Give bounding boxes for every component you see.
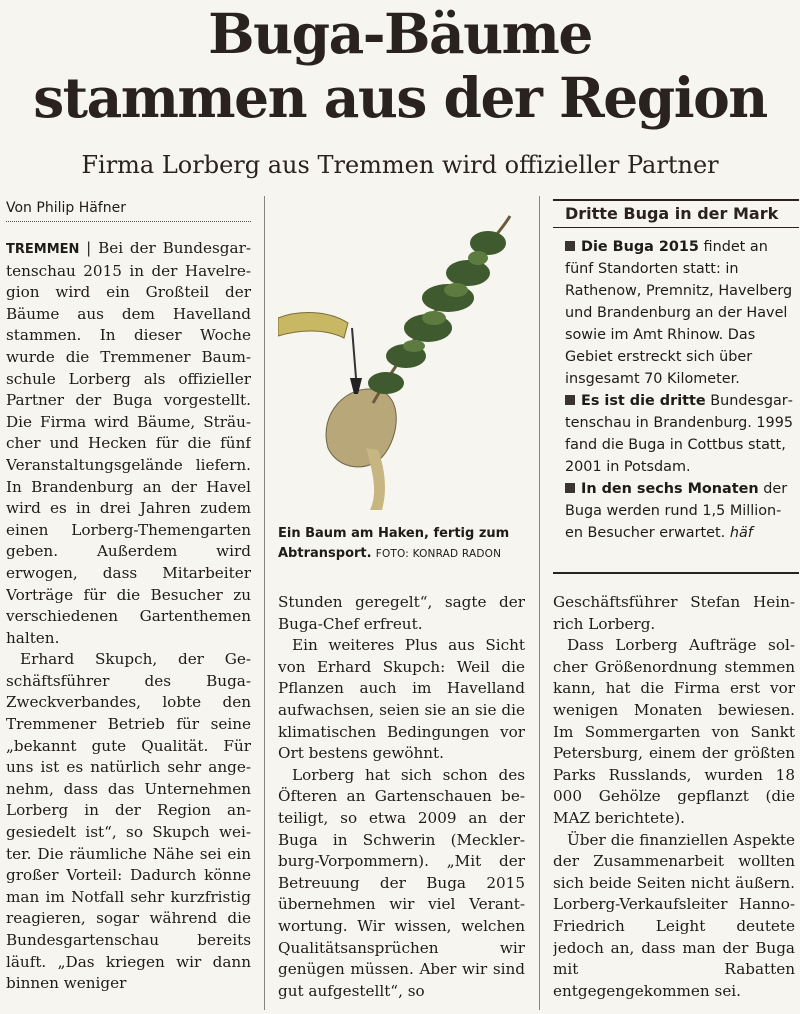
column-divider-2 [539,196,540,1010]
article-paragraph-7: Dass Lorberg Aufträge solcher Größenordnung stemmen kann, hat die Firma erst vor wenigen Monaten bewiesen. Im Sommergarten von Sankt Petersburg, einem der größten Parks Russlands, wurden 18 000 Gehölze gepflanzt (die MAZ berichtete). [553,636,795,827]
infobox-item-2-text: Bundesgartenschau in Brandenburg. 1995 fand die Buga in Cottbus statt, 2001 in Potsdam. [565,393,794,475]
article-paragraph-4: Ein weiteres Plus aus Sicht von Erhard Skupch: Weil die Pflanzen auch im Havelland aufwachsen, seien sie an sie die klimatischen Bedingungen vor Ort bestens gewöhnt. [278,636,525,763]
article-paragraph-8: Über die finanziellen Aspekte der Zusammenarbeit wollten sich beide Seiten nicht äußern. Lorberg-Verkaufsleiter Hanno-Friedrich Leight deutete jedoch an, dass man der Buga mit Rabatten entgegengekommen sei. [553,830,795,1000]
infobox-item-1 [565,236,793,390]
article-column-1 [6,238,251,1010]
article-column-3 [553,592,795,1010]
photo-caption: Ein Baum am Haken, fertig zum Abtransport. [278,526,510,561]
headline-line-2: stammen aus der Region [33,65,767,130]
article-photo [278,198,525,520]
article-paragraph-3: Stunden geregelt“, sagte der Buga-Chef erfreut. [278,593,525,633]
article-paragraph-1: TREMMEN | Bei der Bundesgartenschau 2015 in der Havelregion wird ein Großteil der Bäume aus dem Havelland stammen. In dieser Woche wurde die Tremmener Baumschule Lorberg als offizieller Partner der Buga vorgestellt. Die Firma wird Bäume, Sträucher und Hecken für die fünf Veranstaltungsgelände liefern. In Brandenburg an der Havel wird es in drei Jahren zudem einen Lorberg-Themengarten geben. Außerdem wird erwogen, dass Mitarbeiter Vorträge für die Besucher zu verschiedenen Gartenthemen halten. [6,239,251,647]
photo-credit: FOTO: KONRAD RADON [375,548,502,560]
column-divider-1 [264,196,265,1010]
headline [0,2,800,130]
subheadline: Firma Lorberg aus Tremmen wird offizieller Partner [81,151,719,179]
byline: Von Philip Häfner [6,199,251,222]
infobox-item-3-lead: In den sechs Monaten [581,481,759,497]
article-paragraph-5: Lorberg hat sich schon des Öfteren an Gartenschauen beteiligt, so etwa 2009 an der Buga in Schwerin (Mecklerburg-Vorpommern). „Mit der Betreuung der Buga 2015 übernehmen wir viel Verantwortung. Wir wissen, welchen Qualitätsansprüchen wir genügen müssen. Aber wir sind gut aufgestellt“, so [278,765,525,1000]
square-bullet-icon [565,483,575,493]
infobox-title: Dritte Buga in der Mark [553,201,799,228]
infobox-item-2 [565,390,793,478]
article-paragraph-6: Geschäftsführer Stefan Heinrich Lorberg. [553,593,795,633]
infobox-item-3 [565,478,793,544]
infobox [553,199,799,574]
infobox-item-1-text: findet an fünf Standorten statt: in Rathenow, Premnitz, Havelberg und Brandenburg an der Havel sowie im Amt Rhinow. Das Gebiet erstreckt sich über insgesamt 70 Kilometer. [565,239,793,387]
tree-on-hook-illustration [278,198,525,520]
article-column-2 [278,592,525,1010]
square-bullet-icon [565,241,575,251]
headline-line-1: Buga-Bäume [208,1,592,66]
infobox-body [553,228,799,544]
dateline: TREMMEN [6,242,80,257]
square-bullet-icon [565,395,575,405]
infobox-author: häf [729,525,753,541]
infobox-item-2-lead: Es ist die dritte [581,393,706,409]
infobox-item-3-text: der Buga werden rund 1,5 Millionen Besucher erwartet. [565,481,788,541]
article-paragraph-1-text: Bei der Bundesgartenschau 2015 in der Havelregion wird ein Großteil der Bäume aus dem Havelland stammen. In dieser Woche wurde die Tremmener Baumschule Lorberg als offizieller Partner der Buga vorgestellt. Die Firma wird Bäume, Sträucher und Hecken für die fünf Veranstaltungsgelände liefern. In Brandenburg an der Havel wird es in drei Jahren zudem einen Lorberg-Themengarten geben. Außerdem wird erwogen, dass Mitarbeiter Vorträge für die Besucher zu verschiedenen Gartenthemen halten. [6,239,251,647]
article-paragraph-2: Erhard Skupch, der Geschäftsführer des Buga-Zweckverbandes, lobte den Tremmener Betrieb für seine „bekannt gute Qualität. Für uns ist es natürlich sehr angenehm, dass das Unternehmen Lorberg in der Region angesiedelt ist“, so Skupch weiter. Die räumliche Nähe sei ein großer Vorteil: Dadurch könne man im Notfall sehr kurzfristig reagieren, sogar während die Bundesgartenschau bereits läuft. „Das kriegen wir dann binnen weniger [6,650,251,993]
photo-caption-block [278,524,525,564]
infobox-item-1-lead: Die Buga 2015 [581,239,699,255]
